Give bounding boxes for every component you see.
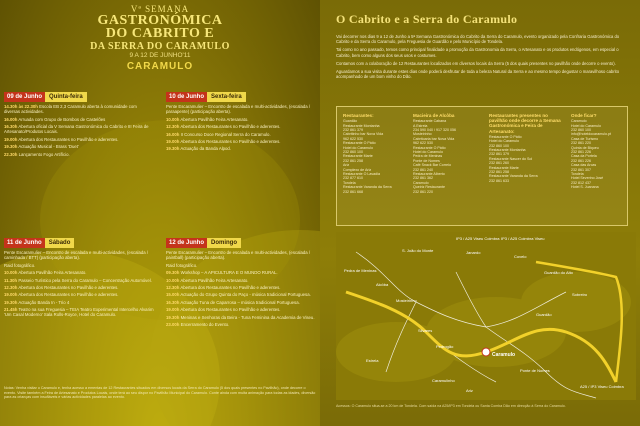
event-dates: 9 A 12 DE JUNHO'11 (129, 52, 191, 59)
restaurant-line: 232 861 226 (571, 150, 591, 155)
day-date: 12 de Junho (166, 238, 207, 248)
restaurant-line: Restaurante Cabana (413, 119, 447, 124)
event-item (4, 144, 152, 149)
event-time: 12.30h (4, 284, 18, 290)
restaurant-line: Hotel do Caramulo (413, 150, 443, 155)
day-date: 10 de Junho (166, 92, 207, 102)
restaurant-line: 232 877 610 (343, 176, 363, 181)
map-label: IP3 / A25 Viseu Coimbra (456, 236, 500, 241)
event-text: Abertura dos Restaurantes no Pavilhão e aderentes. (180, 138, 281, 144)
event-text: Teatro na sua Freguesia – TEIA Teatro Experimental Intercelho Alvarim 'Um Casal Moderno' Sala Rolls-Royce, Hotel do Caramulo. (4, 307, 154, 318)
restaurant-line: Restaurante Alberto (413, 172, 445, 177)
event-item (166, 117, 314, 122)
event-list (4, 250, 154, 317)
map-label: Estrela (366, 358, 379, 363)
day-header (4, 92, 152, 102)
day-block-2 (166, 92, 314, 152)
event-item (4, 292, 154, 297)
restaurant-column (343, 113, 409, 194)
event-text: Escola EB 2,3 Caramulo aberta à comunidade com diversas actividades. (4, 104, 137, 115)
event-text: Raid fotográfico. (166, 262, 198, 268)
map-label: Caramulo (492, 352, 516, 358)
restaurant-line: 232 861 362 (413, 176, 433, 181)
day-date: 11 de Junho (4, 238, 45, 248)
event-item (4, 137, 152, 142)
event-item (166, 285, 316, 290)
title-line-2: GASTRONÓMICA (97, 13, 223, 28)
event-time: 19.00h (4, 136, 18, 142)
map-label: Covelo (514, 254, 527, 259)
map-label: Guardão (536, 312, 552, 317)
event-item (166, 132, 314, 137)
event-title (0, 14, 320, 53)
map-label: Ponte de Nomes (520, 368, 550, 373)
event-text: Abertura Pavilhão Feira Artesanato. (18, 270, 87, 276)
event-time: 19.30h (4, 144, 18, 150)
day-header (4, 238, 154, 248)
day-weekday: Sexta-feira (207, 92, 246, 102)
restaurant-line: Complexo de Ariz (343, 167, 372, 172)
event-list (4, 104, 152, 157)
restaurant-line: Cabritoaria bar Nova Vida (413, 136, 455, 141)
restaurant-line: Restaurante O Pátio (489, 134, 522, 139)
event-text: Actuação Banda In - Trio 4 (18, 299, 70, 305)
day-weekday: Sábado (45, 238, 75, 248)
event-item (166, 146, 314, 151)
intro-text (336, 34, 628, 82)
map-label: Pedra de Meninas (344, 268, 377, 273)
event-time: 23.00h (166, 321, 180, 327)
day-block-3 (4, 238, 154, 318)
restaurant-line: Guardão (343, 119, 357, 124)
restaurant-line: 232 861 220 (413, 189, 433, 194)
restaurant-line: Queiriz Restaurante (413, 185, 445, 190)
map-label: Guardão do Alto (544, 270, 573, 275)
access-note: Acessos: O Caramulo situa-se a 20 km de Tondela. Com saída na A25/IP3 em Tondela ou Santa Comba Dão em direcção à Serra do Caramulo. (336, 404, 566, 408)
restaurants-box (336, 106, 628, 226)
event-item (4, 250, 154, 260)
intro-paragraph: Contamos com a colaboração de 12 Restaurantes localizados em diversos locais da Serra (5 dos quais presentes no pavilhão onde decorre o evento). (336, 60, 616, 66)
map-label: Pedrogão (436, 344, 454, 349)
event-place: CARAMULO (126, 61, 194, 72)
event-item (166, 322, 316, 327)
event-text: Actuação da Banda Alpod. (180, 146, 232, 152)
intro-paragraph: Aguardamos a sua visita durante estes dias onde poderá desfrutar de toda a beleza Natural da Serra e ao mesmo tempo degustar o maravilhoso cabrito acompanhado de um bom vinho do Dão. (336, 69, 620, 80)
event-text: Lançamento Fogo Artifício. (18, 151, 70, 157)
area-map (336, 232, 636, 400)
event-item (4, 285, 154, 290)
restaurant-line: 232 861 240 (413, 167, 433, 172)
restaurant-line: 232 861 379 (489, 152, 509, 157)
restaurant-line: 962 622 530 (343, 136, 363, 141)
event-item (166, 104, 314, 114)
event-text: Actuação Tuna de Caparrosa – música tradicional Portuguesa. (180, 299, 300, 305)
restaurant-line: Pedra de Meninas (413, 154, 443, 159)
restaurant-heading: Onde ficar? (571, 113, 597, 118)
event-time: 16.30h (166, 299, 180, 305)
event-item (4, 307, 154, 317)
restaurant-line: 234 590 040 / 917 320 056 (413, 128, 456, 133)
restaurant-line: 232 861 258 (489, 170, 509, 175)
event-text: Encerramento do Evento. (180, 321, 230, 327)
event-item (166, 124, 314, 129)
restaurant-line: 232 860 100 (489, 143, 509, 148)
restaurant-line: Hotel do Caramulo (571, 123, 601, 128)
restaurant-line: Restaurante Nascer do Sol (489, 156, 533, 161)
map-label: Silvares (418, 328, 433, 333)
restaurant-line: Tondela (571, 172, 584, 177)
event-time: 15.00h (166, 292, 180, 298)
event-text: Abertura Pavilhão Feira Artesanato. (180, 116, 249, 122)
restaurant-line: Hotel S. Juanana (571, 185, 599, 190)
event-text: Abertura Pavilhão Feira Artesanato. (180, 277, 249, 283)
event-time: 14.30h às 22.30h (4, 104, 38, 110)
restaurant-line: 232 861 307 (571, 167, 591, 172)
restaurant-line: 962 622 530 (413, 141, 433, 146)
map-label: Janardo (466, 250, 481, 255)
restaurant-line: Restaurante Montanha (489, 148, 526, 153)
event-item (166, 307, 316, 312)
restaurant-line: Ponte de Nomes (413, 158, 440, 163)
caramulo-marker (482, 348, 490, 356)
event-item (4, 270, 154, 275)
day-header (166, 92, 314, 102)
event-text: Pente Escaramulier – Encontro de escalada e multi-actividades, (escalada / paraapente) (participação aberta). (166, 104, 311, 115)
restaurant-line: Hotel Severino José (571, 176, 604, 181)
event-text: II Concurso Doce Regional Serra do Caramulo. (180, 131, 271, 137)
event-text: Pente Escaramulier – Encontro de escalada e multi-actividades, (escalada / caminhada / BTT) (participação aberta). (4, 250, 149, 261)
event-text: Abertura dos Restaurantes no Pavilhão e aderentes. (18, 136, 119, 142)
event-time: 11.30h (4, 277, 18, 283)
day-block-1 (4, 92, 152, 157)
intro-paragraph: Vai decorrer nos dias 9 a 12 de Junho a 5ª Semana Gastronómica do Cabrito da Serra do Caramulo, evento organizado pela Confraria Gastronómica do Cabrito e da Serra do Caramulo, pela Freguesia de Guardão e pelo Município de Tondela. (336, 34, 620, 45)
day-weekday: Quinta-feira (45, 92, 87, 102)
map-label: Ariz (466, 388, 473, 393)
event-item (166, 292, 316, 297)
restaurant-line: Mosteirinho (413, 132, 432, 137)
event-text: Raid fotográfico. (4, 262, 36, 268)
event-text: Meninas e Senhoras da Beira - Tuna Feminina da Academia de Viseu. (180, 314, 315, 320)
event-text: Abertura oficial da V Semana Gastronómica do Cabrito e III Feira de Artesanato/Produtos Locais. (4, 124, 149, 135)
event-text: Actuação do Grupo Quinta do Paço - música tradicional Portuguesa. (180, 292, 311, 298)
event-list (166, 104, 314, 151)
restaurant-line: Restaurante O Pátio (413, 145, 446, 150)
event-text: Workshop – A APICULTURA E O MUNDO RURAL. (180, 270, 278, 276)
event-item (166, 250, 316, 260)
event-item (166, 278, 316, 283)
left-footnote: Notas: Venha visitar o Caramulo e, tenha acesso a ementas de 12 Restaurantes situados em diversos locais da Serra do Caramulo (5 dos quais presentes no Pavilhão), onde decorre o evento. Visite também a Feira de Artesanato e Produtos Locais, onde terá ao seu dispor no Pavilhão Municipal do Caramulo. Conte ainda com muita animação para todas as idades, diversão para as crianças com insufláveis e várias actividades paralelas ao evento. (4, 386, 316, 400)
map-label: IP3 / A25 Coimbra Viseu (501, 236, 545, 241)
event-item (166, 270, 316, 275)
event-time: 10.00h (166, 116, 180, 122)
restaurant-line: Hotel do Caramulo (489, 139, 519, 144)
restaurant-line: 232 861 260 (489, 161, 509, 166)
event-item (166, 139, 314, 144)
day-header (166, 238, 316, 248)
event-time: 19.00h (4, 292, 18, 298)
info-page (320, 0, 640, 426)
event-text: Pente Escaramulier – Encontro de escalada e multi-actividades, (escalada / paintball) (participação aberta). (166, 250, 311, 261)
restaurant-heading: Macieira de Alcôba (413, 113, 455, 118)
event-item (4, 152, 152, 157)
intro-paragraph: Tal como no ano passado, temos como principal finalidade a promoção da Gastronomia da Serra, o Artesanato e os produtos endógenos, em especial o Cabrito, bem como alguns dos seus usos e costumes. (336, 47, 619, 58)
restaurant-line: Cabritinho bar Nova Vida (343, 132, 384, 137)
restaurant-line: 232 861 668 (343, 189, 363, 194)
title-line-4: DA SERRA DO CARAMULO (90, 41, 230, 52)
event-time: 10.00h (4, 270, 18, 276)
event-time: 22.30h (4, 151, 18, 157)
restaurant-line: Ariz (343, 163, 350, 168)
restaurant-line: 232 860 100 (343, 150, 363, 155)
event-text: Actuação Musical - Brass 'Duet' (18, 144, 79, 150)
event-text: Abertura dos Restaurantes no Pavilhão e aderentes. (18, 292, 119, 298)
event-item (4, 300, 154, 305)
restaurant-heading: Restaurantes presentes no pavilhão onde decorre a Semana Gastronómica e Feira de Artesanato: (489, 113, 561, 134)
restaurant-line: Restaurante O Pátio (343, 141, 376, 146)
restaurant-column (489, 113, 567, 183)
event-time: 16.30h (4, 124, 18, 130)
restaurant-line: 232 812 437 (571, 180, 591, 185)
map-label: Alcôba (376, 282, 389, 287)
day-block-4 (166, 238, 316, 327)
event-item (4, 124, 152, 134)
event-time: 09.30h (166, 270, 180, 276)
event-item (4, 278, 154, 283)
event-list (166, 250, 316, 327)
day-weekday: Domingo (207, 238, 241, 248)
event-item (4, 104, 152, 114)
event-item (166, 300, 316, 305)
restaurant-line: Casa de Turismo (571, 136, 599, 141)
event-item (166, 315, 316, 320)
title-line-3: DO CABRITO E (105, 26, 215, 41)
restaurant-line: Café Snack Bar Correio (413, 163, 451, 168)
event-text: Abertura dos Restaurantes no Pavilhão e aderentes. (180, 124, 281, 130)
event-text: Abertura dos Restaurantes no Pavilhão e aderentes. (180, 284, 281, 290)
restaurant-line: Caramulo (571, 119, 587, 124)
restaurant-line: 232 861 226 (571, 158, 591, 163)
event-item (166, 263, 316, 268)
event-text: Arruada com Grupo de Bombos de Castelões (18, 116, 106, 122)
section-title: O Cabrito e a Serra do Caramulo (336, 12, 518, 26)
event-time: 19.30h (4, 299, 18, 305)
title-edition: Vª SEMANA (130, 4, 190, 14)
restaurant-line: 232 861 220 (571, 141, 591, 146)
event-time: 16.00h (4, 116, 18, 122)
map-label: Caramulinho (432, 378, 455, 383)
restaurant-line: 232 860 100 (571, 128, 591, 133)
restaurant-line: Hotel do Caramulo (343, 145, 373, 150)
event-time: 19.00h (166, 138, 180, 144)
restaurant-line: A Estrela (413, 123, 428, 128)
restaurant-line: Caramulo (413, 180, 429, 185)
restaurant-line: Casa das Arcas (571, 163, 597, 168)
restaurant-line: Quinta de Biqueu (571, 145, 599, 150)
restaurant-column (413, 113, 485, 194)
map-label: A25 / IP3 Viseu Coimbra (580, 384, 624, 389)
map-label: Sobreiro (572, 292, 588, 297)
restaurant-heading: Restaurantes: (343, 113, 374, 118)
restaurant-line: 232 861 379 (343, 128, 363, 133)
event-time: 19.30h (166, 146, 180, 152)
event-time: 12.30h (166, 124, 180, 130)
map-label: S. João do Monte (402, 248, 434, 253)
event-time: 10.00h (166, 277, 180, 283)
event-item (4, 263, 154, 268)
restaurant-line: Restaurante Marte (343, 154, 373, 159)
restaurant-line: Restaurante Varanda da Serra (343, 185, 392, 190)
event-item (4, 117, 152, 122)
event-time: 12.30h (166, 284, 180, 290)
event-text: Abertura dos Restaurantes no Pavilhão e aderentes. (180, 307, 281, 313)
map-label: Mosteirinho (396, 298, 417, 303)
restaurant-line: Restaurante O Lavadia (343, 172, 380, 177)
restaurant-line: info@hoteldocaramulo.pt (571, 132, 612, 137)
restaurant-line: Casa da Portela (571, 154, 597, 159)
restaurant-line: Tondela (343, 180, 356, 185)
restaurant-column (571, 113, 627, 190)
restaurant-line: Restaurante Marte (489, 165, 519, 170)
event-time: 21.45h (4, 307, 18, 313)
restaurant-line: 232 861 633 (489, 178, 509, 183)
restaurant-line: Restaurante Montanha (343, 123, 380, 128)
event-time: 19.30h (166, 314, 180, 320)
event-time: 19.00h (166, 307, 180, 313)
event-time: 16.00h (166, 131, 180, 137)
event-text: Abertura dos Restaurantes no Pavilhão e aderentes. (18, 284, 119, 290)
event-text: Passeio Turístico pela Serra do Caramulo – Concentração Automóvel. (18, 277, 152, 283)
restaurant-line: Restaurante Varanda da Serra (489, 174, 538, 179)
day-date: 09 de Junho (4, 92, 45, 102)
restaurant-line: 232 861 258 (343, 158, 363, 163)
